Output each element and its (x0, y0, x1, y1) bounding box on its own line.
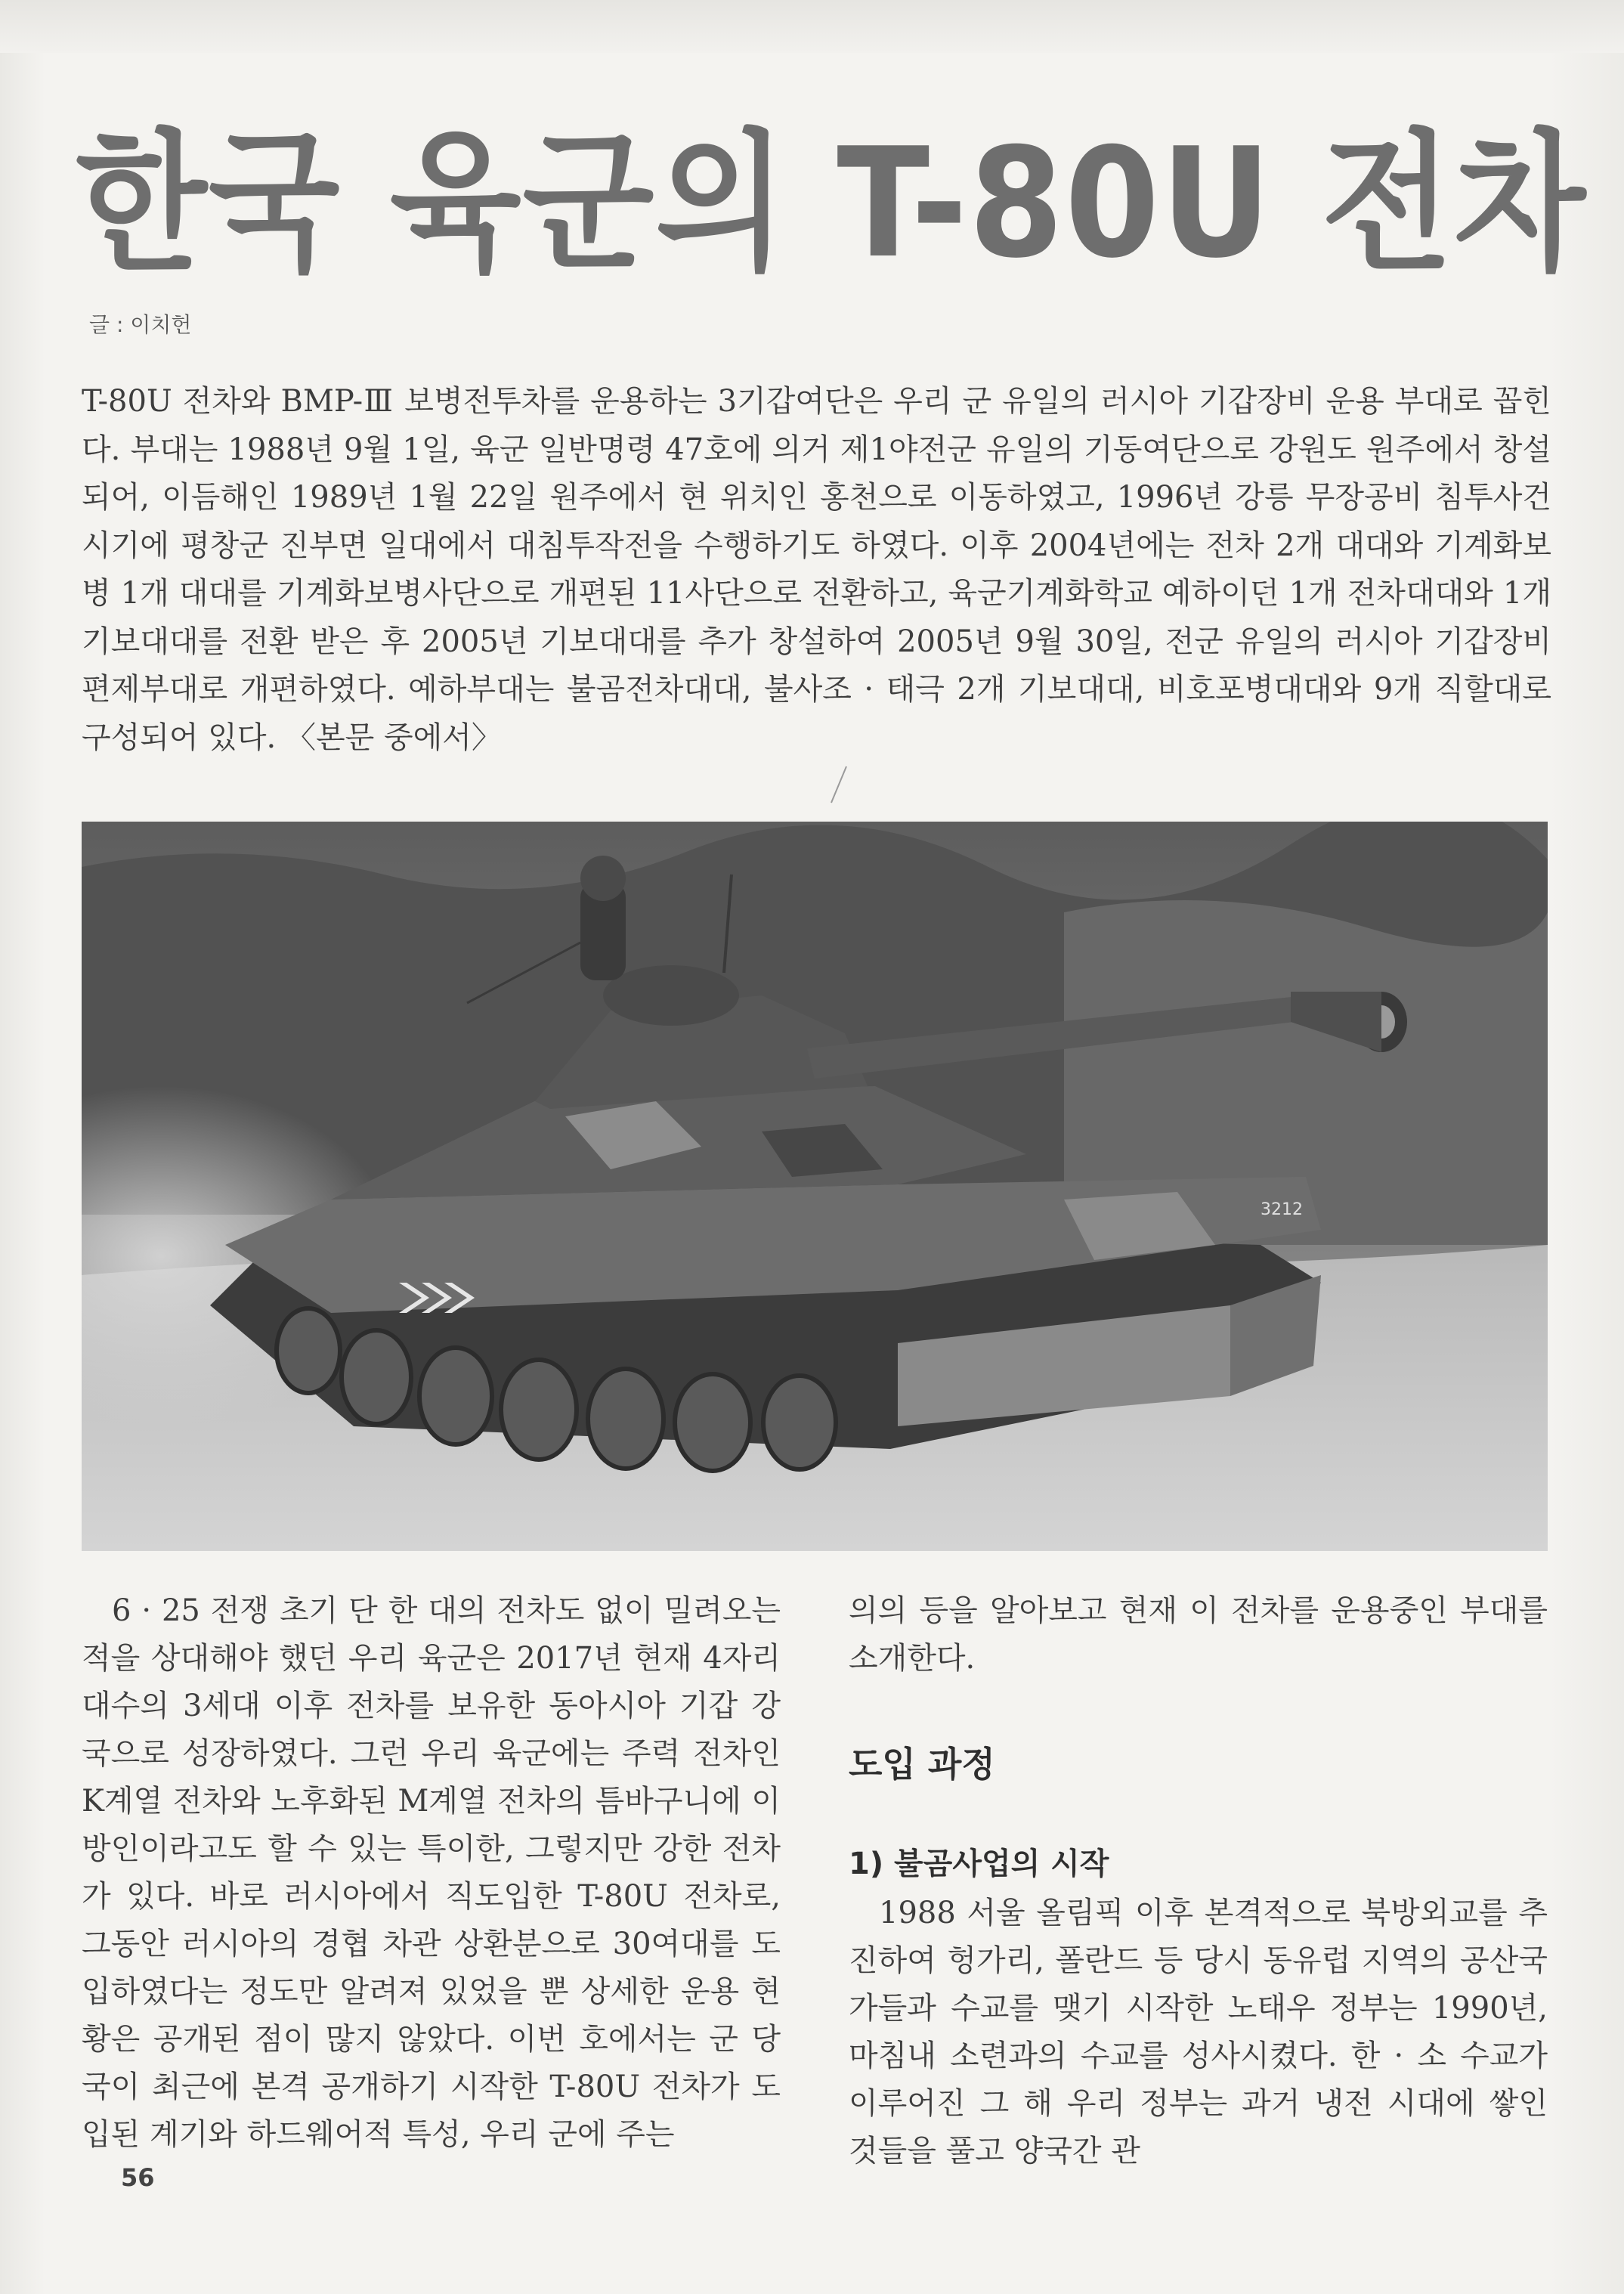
section-heading: 도입 과정 (849, 1744, 995, 1785)
author-byline: 글 : 이치헌 (89, 312, 192, 337)
svg-text:3212: 3212 (1261, 1200, 1303, 1219)
page-number: 56 (121, 2163, 155, 2192)
lead-paragraph (82, 378, 1551, 762)
body-column-right (849, 1587, 1548, 2175)
article-title: 한국 육군의 T-80U 전차 (76, 116, 1587, 292)
lead-text: T-80U 전차와 BMP-Ⅲ 보병전투차를 운용하는 3기갑여단은 우리 군 유일의 러시아 기갑장비 운용 부대로 꼽힌다. 부대는 1988년 9월 1일, 육군 일반명령 47호에 의거 제1야전군 유일의 기동여단으로 강원도 원주에서 창설되어, 이듬해인 1989년 1월 22일 원주에서 현 위치인 홍천으로 이동하였고, 1996년 강릉 무장공비 침투사건 시기에 평창군 진부면 일대에서 대침투작전을 수행하기도 하였다. 이후 2004년에는 전차 2개 대대와 기계화보병 1개 대대를 기계화보병사단으로 개편된 11사단으로 전환하고, 육군기계화학교 예하이던 1개 전차대대와 1개 기보대대를 전환 받은 후 2005년 기보대대를 추가 창설하여 2005년 9월 30일, 전군 유일의 러시아 기갑장비 편제부대로 개편하였다. 예하부대는 불곰전차대대, 불사조 · 태극 2개 기보대대, 비호포병대대와 9개 직할대로 구성되어 있다. 〈본문 중에서〉 (82, 384, 1551, 755)
sub-heading: 1) 불곰사업의 시작 (849, 1847, 1109, 1881)
body-column-left (82, 1587, 781, 2159)
page-top-edge (0, 0, 1624, 53)
body-paragraph-continued: 의의 등을 알아보고 현재 이 전차를 운용중인 부대를 소개한다. (849, 1593, 1548, 1676)
body-paragraph-intro: 6 · 25 전쟁 초기 단 한 대의 전차도 없이 밀려오는 적을 상대해야 했던 우리 육군은 2017년 현재 4자리 대수의 3세대 이후 전차를 보유한 동아시아 기갑 강국으로 성장하였다. 그런 우리 육군에는 주력 전차인 K계열 전차와 노후화된 M계열 전차의 틈바구니에 이방인이라고도 할 수 있는 특이한, 그렇지만 강한 전차가 있다. 바로 러시아에서 직도입한 T-80U 전차로, 그동안 러시아의 경협 차관 상환분으로 30여대를 도입하였다는 정도만 알려져 있었을 뿐 상세한 운용 현황은 공개된 점이 많지 않았다. 이번 호에서는 군 당국이 최근에 본격 공개하기 시작한 T-80U 전차가 도입된 계기와 하드웨어적 특성, 우리 군에 주는 (82, 1593, 781, 2152)
body-paragraph-section: 1988 서울 올림픽 이후 본격적으로 북방외교를 추진하여 헝가리, 폴란드 등 당시 동유럽 지역의 공산국가들과 수교를 맺기 시작한 노태우 정부는 1990년, 마침내 소련과의 수교를 성사시켰다. 한 · 소 수교가 이루어진 그 해 우리 정부는 과거 냉전 시대에 쌓인 것들을 풀고 양국간 관 (849, 1896, 1548, 2169)
tank-photo (82, 822, 1548, 1551)
tank-photo-image (82, 822, 1548, 1551)
pen-mark (824, 763, 854, 809)
